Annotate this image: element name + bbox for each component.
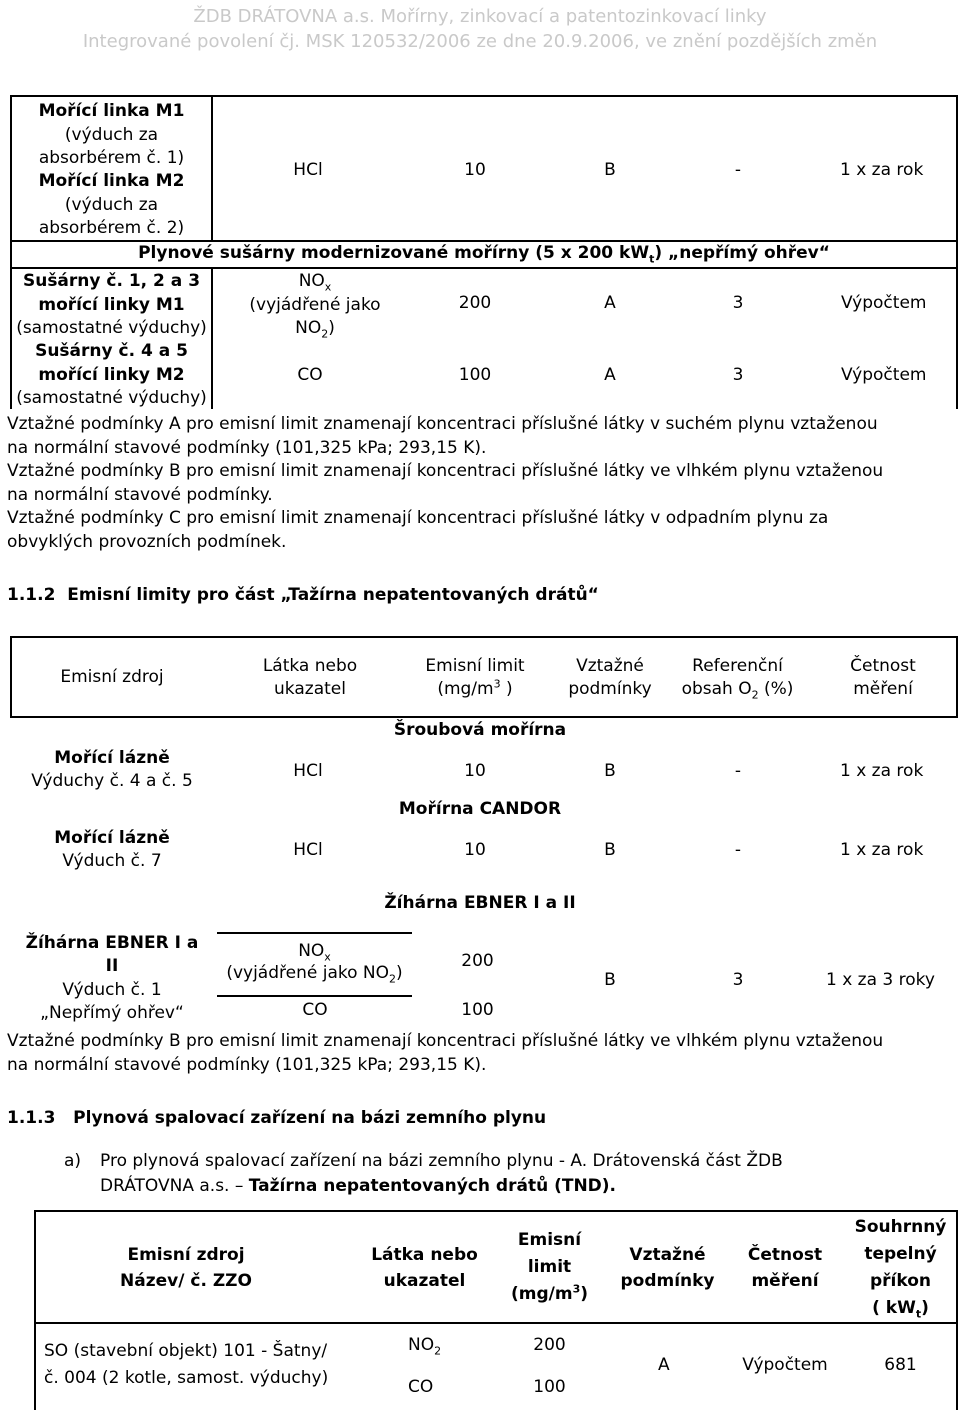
header-source: Emisní zdroj [60,667,164,687]
note-a-line: na normální stavové podmínky (101,325 kPa; 293,15 K). [7,437,487,458]
nox-substance-formula: $NO_2$) [295,318,335,341]
t3-header-power: tepelný [864,1244,937,1264]
ebner-co-limit: 100 [461,1000,494,1020]
header-substance: Látka nebo [262,656,358,676]
reference-conditions-notes [7,413,957,554]
dryers-m2-line: mořící linky M2 [38,365,185,385]
ebner-frequency: 1 x za 3 roky [826,970,935,990]
co-frequency: Výpočtem [841,365,927,385]
source-m1-note: (výduch za [64,125,159,145]
t3-header-limit: Emisní [517,1230,582,1250]
candor-hcl-frequency: 1 x za rok [840,840,924,860]
co-limit: 100 [458,365,492,385]
item-a-line: DRÁTOVNA a.s. – Tažírna nepatentovaných drátů (TND). [100,1176,617,1196]
t3-no2-substance: $NO_2$ [408,1335,442,1358]
dryers-m1-title: Sušárny č. 1, 2 a 3 [22,271,201,291]
t3-header-conditions: Vztažné [629,1245,706,1265]
ebner-source-name: Žíhárna EBNER I a [25,933,199,953]
nox-substance: $NO_x$ [298,271,332,294]
co-substance: CO [297,365,323,385]
hcl-substance: HCl [293,160,323,180]
screw-pickling-title: Šroubová mořírna [393,720,567,740]
t3-header-limit-unit: $(mg/m^3)$ [510,1282,588,1304]
note-b-line: Vztažné podmínky B pro emisní limit znamenají koncentraci příslušné látky ve vlhkém plynu vztaženou [7,1031,884,1051]
t3-header-source: Název/ č. ZZO [120,1271,252,1291]
ebner-nox-substance: $NO_x$ [298,941,331,964]
co-conditions: A [604,365,616,385]
header-reference-o2: obsah $O_2$ (%) [681,679,794,702]
nox-frequency: Výpočtem [841,293,927,313]
ebner-title: Žíhárna EBNER I a II [384,893,576,913]
note-a-line: Vztažné podmínky A pro emisní limit znamenají koncentraci příslušné látky v suchém plynu vztaženou [7,414,878,434]
screw-hcl-frequency: 1 x za rok [840,761,924,781]
header-substance: ukazatel [274,679,346,699]
t3-header-frequency: Četnost [747,1245,823,1265]
source-m2-note: absorbérem č. 2) [38,218,185,238]
note-c-line: obvyklých provozních podmínek. [7,531,287,552]
source-m1-name: Mořící linka M1 [38,101,185,121]
header-conditions: Vztažné [576,656,644,676]
candor-title: Mořírna CANDOR [398,799,562,819]
source-m2-note: (výduch za [64,195,159,215]
t3-header-power-unit: ( $kW_t$) [872,1298,929,1321]
candor-hcl-conditions: B [604,840,616,860]
note-c-line: Vztažné podmínky C pro emisní limit znamenají koncentraci příslušné látky v odpadním plynu za [7,508,829,528]
header-frequency: měření [853,679,913,699]
candor-hcl-substance: HCl [293,840,323,860]
section-heading-1-1-2 [7,584,599,606]
t3-co-substance: CO [408,1377,434,1397]
header-line-2: Integrované povolení čj. MSK 120532/2006 ze dne 20.9.2006, ve znění pozdějších změn [82,31,878,52]
t3-source-name: SO (stavební objekt) 101 - Šatny/ [44,1341,328,1361]
section-heading-1-1-3 [7,1107,546,1129]
screw-hcl-substance: HCl [293,761,323,781]
candor-source-name: Mořící lázně [54,828,170,848]
t3-source-detail: č. 004 (2 kotle, samost. výduchy) [44,1368,329,1388]
dryers-m2-note: (samostatné výduchy) [16,388,207,408]
header-limit: Emisní limit [425,656,525,676]
t3-header-power: příkon [869,1271,931,1291]
section-title: Plynová spalovací zařízení na bázi zemního plynu [73,1108,547,1128]
t3-header-power: Souhrnný [854,1217,947,1237]
ebner-source-heating: „Nepřímý ohřev“ [40,1003,184,1023]
source-m2-name: Mořící linka M2 [38,171,185,191]
nox-substance-note: (vyjádřené jako [249,295,381,315]
item-a-line: Pro plynová spalovací zařízení na bázi zemního plynu - A. Drátovenská část ŽDB [100,1151,783,1171]
dryers-m2-title: Sušárny č. 4 a 5 [35,341,188,361]
item-a-label: a) [64,1151,82,1171]
dryers-m1-line: mořící linky M1 [38,295,185,315]
hcl-limit: 10 [464,160,486,180]
dryers-section-title: Plynové sušárny modernizované mořírny (5 x 200 $kW_t$) „nepřímý ohřev“ [138,243,830,266]
dryers-m1-note: (samostatné výduchy) [16,318,207,338]
page-header [0,4,960,54]
t3-header-source: Emisní zdroj [127,1245,245,1265]
header-line-1: ŽDB DRÁTOVNA a.s. Mořírny, zinkovací a patentozinkovací linky [193,6,767,27]
t3-header-substance: Látka nebo [371,1245,478,1265]
t3-header-substance: ukazatel [383,1271,466,1291]
header-conditions: podmínky [568,679,652,699]
header-reference-o2: Referenční [692,656,783,676]
ebner-source-outlet: Výduch č. 1 [62,980,162,1000]
t3-header-frequency: měření [751,1271,819,1291]
ebner-source-name: II [105,956,119,976]
reference-conditions-note-b [7,1030,957,1077]
t3-co-limit: 100 [533,1377,566,1397]
hcl-o2: - [734,160,742,180]
t3-header-conditions: podmínky [620,1271,715,1291]
candor-source-outlet: Výduch č. 7 [62,851,162,871]
section-number: 1.1.2 [7,585,56,605]
screw-source-outlet: Výduchy č. 4 a č. 5 [31,771,193,791]
t3-frequency: Výpočtem [742,1355,828,1375]
ebner-conditions: B [604,970,616,990]
screw-hcl-conditions: B [604,761,616,781]
screw-hcl-o2: - [734,761,742,781]
screw-hcl-limit: 10 [464,761,486,781]
nox-limit: 200 [458,293,492,313]
section-number: 1.1.3 [7,1108,56,1128]
ebner-co-substance: CO [302,1000,328,1020]
note-b-line: Vztažné podmínky B pro emisní limit znamenají koncentraci příslušné látky ve vlhkém plynu vztaženou [7,461,884,481]
section-title: Emisní limity pro část „Tažírna nepatentovaných drátů“ [67,585,599,605]
header-frequency: Četnost [850,656,916,676]
t3-header-limit: limit [527,1257,572,1277]
co-o2: 3 [732,365,744,385]
ebner-nox-limit: 200 [461,951,494,971]
note-b-line: na normální stavové podmínky (101,325 kPa; 293,15 K). [7,1054,487,1075]
candor-hcl-limit: 10 [464,840,486,860]
source-m1-note: absorbérem č. 1) [38,148,185,168]
t3-no2-limit: 200 [533,1335,566,1355]
header-limit-unit: ($mg/m^3$ ) [437,677,513,699]
candor-hcl-o2: - [734,840,742,860]
note-b-line: na normální stavové podmínky. [7,484,273,505]
screw-source-name: Mořící lázně [54,748,170,768]
t3-power: 681 [884,1355,917,1375]
nox-conditions: A [604,293,616,313]
nox-o2: 3 [732,293,744,313]
t3-conditions: A [658,1355,670,1375]
hcl-frequency: 1 x za rok [840,160,924,180]
hcl-conditions: B [604,160,616,180]
ebner-o2: 3 [732,970,744,990]
ebner-nox-note: (vyjádřené jako $NO_2$) [226,963,403,986]
